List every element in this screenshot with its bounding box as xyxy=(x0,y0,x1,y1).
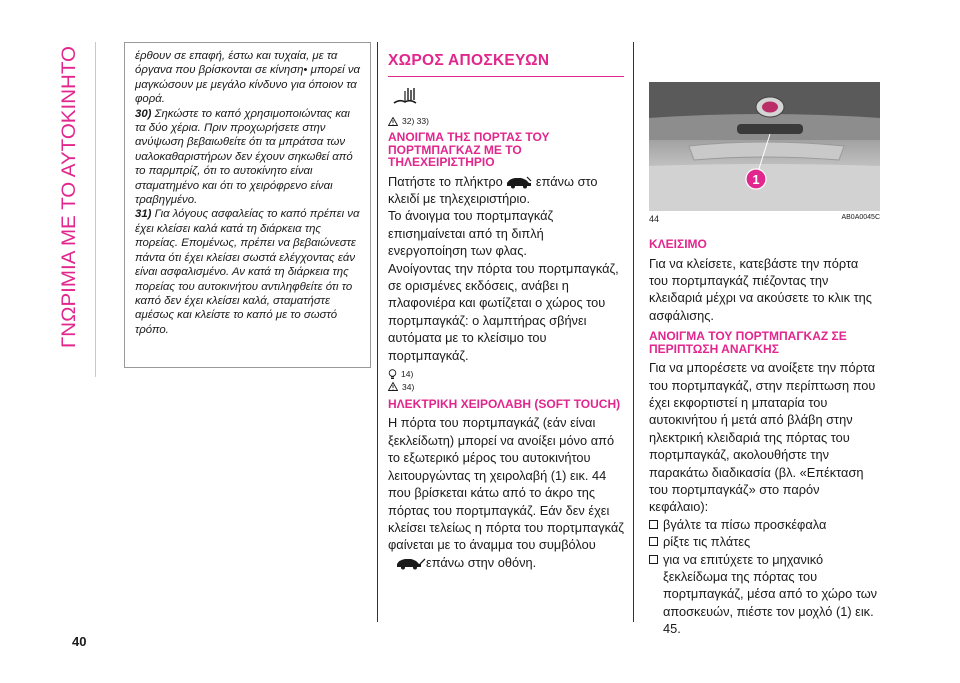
soft-touch-text-end: επάνω στην οθόνη. xyxy=(426,554,537,570)
chapter-side-title xyxy=(56,24,82,354)
bulb-icon xyxy=(388,369,397,380)
section-title-rule xyxy=(388,76,624,77)
column-divider-right xyxy=(633,42,634,622)
page-number: 40 xyxy=(72,634,87,649)
warning-item-31 xyxy=(135,207,362,337)
step-text: βγάλτε τα πίσω προσκέφαλα xyxy=(663,516,827,532)
heading-emergency-opening: ΑΝΟΙΓΜΑ ΤΟΥ ΠΟΡΤΜΠΑΓΚΑΖ ΣΕ ΠΕΡΙΠΤΩΣΗ ΑΝΑΓΚΗΣ xyxy=(649,329,847,356)
warning-ref-numbers: 32) 33) xyxy=(402,116,429,126)
car-tailgate-open-icon xyxy=(396,557,426,570)
figure-caption xyxy=(649,214,880,224)
warning-triangle-icon xyxy=(388,382,398,391)
step-item xyxy=(649,516,880,533)
step-item xyxy=(649,551,880,638)
press-button-text-a: Πατήστε το πλήκτρο xyxy=(388,173,503,189)
luggage-section xyxy=(388,52,624,571)
step-text: ρίξτε τις πλάτες xyxy=(663,534,751,550)
warning-number-31: 31) xyxy=(135,208,152,221)
step-text: για να επιτύχετε το μηχανικό ξεκλείδωμα της πόρτας του πορτμπαγκάζ, μέσα από το χώρο των αποσκευών, πιέστε τον μοχλό (1) εικ. 45. xyxy=(663,551,878,637)
paragraph-indicators-blink: Το άνοιγμα του πορτμπαγκάζ επισημαίνεται από τη διπλή ενεργοποίηση των φλας. xyxy=(388,208,554,259)
car-tailgate-icon xyxy=(506,176,532,189)
paragraph-emergency: Για να μπορέσετε να ανοίξετε την πόρτα του πορτμπαγκάζ, στην περίπτωση που έχει εκφορτιστεί η μπαταρία του αυτοκινήτου ή μετά από βλάβη στην ηλεκτρική κλειδαριά της πόρτας του πορτμπαγκάζ, ακολουθήστε την παρακάτω διαδικασία (βλ. «Επέκταση του πορτμπαγκάζ» στο παρόν κεφάλαιο): xyxy=(649,360,876,515)
heading-remote-opening: ΑΝΟΙΓΜΑ ΤΗΣ ΠΟΡΤΑΣ ΤΟΥ ΠΟΡΤΜΠΑΓΚΑΖ ΜΕ ΤΟ ΤΗΛΕΧΕΙΡΙΣΤΗΡΙΟ xyxy=(388,130,550,169)
paragraph-courtesy-light: Ανοίγοντας την πόρτα του πορτμπαγκάζ, σε ορισμένες εκδόσεις, ανάβει η πλαφονιέρα και φωτίζεται ο χώρος του πορτμπαγκάζ: ο λαμπτήρας σβήνει αυτόματα με το κλείσιμο του πορτμπαγκάζ. xyxy=(388,260,619,363)
figure-number: 44 xyxy=(649,214,660,224)
paragraph-closing: Για να κλείσετε, κατεβάστε την πόρτα του πορτμπαγκάζ πιέζοντας την κλειδαριά μέχρι να ακούσετε το κλικ της ασφάλισης. xyxy=(649,255,872,323)
heading-closing: ΚΛΕΙΣΙΜΟ xyxy=(649,237,707,251)
paragraph-press-button xyxy=(388,173,624,208)
checkbox-icon xyxy=(649,555,658,564)
warning-box xyxy=(124,42,371,368)
step-item xyxy=(649,533,880,550)
side-divider xyxy=(95,42,96,377)
warning-text-30: Σηκώστε το καπό χρησιμοποιώντας και τα δύο χέρια. Πριν προχωρήσετε στην ανύψωση βεβαιωθείτε ότι τα μπράτσα των υαλοκαθαριστήρων δεν έχουν σηκωθεί από το παρμπρίζ, ότι το αυτοκίνητο είναι σταματημένο και ότι το χειρόφρενο είναι τραβηγμένο. xyxy=(135,107,353,207)
figure-callout-1: 1 xyxy=(752,172,760,187)
open-book-icon xyxy=(392,85,624,112)
warning-item-30 xyxy=(135,107,362,208)
soft-touch-text: Η πόρτα του πορτμπαγκάζ (εάν είναι ξεκλείδωτη) μπορεί να ανοίξει μόνο από το εξωτερικό μέρος του αυτοκινήτου λειτουργώντας τη χειρολαβή (1) εικ. 44 που βρίσκεται κάτω από το άκρο της πόρτας του πορτμπαγκάζ. Εάν δεν έχει κλείσει τελείως η πόρτα του πορτμπαγκάζ φαίνεται με το άναμμα του συμβόλου xyxy=(388,415,624,553)
warning-ref-row-2 xyxy=(388,382,624,392)
checkbox-icon xyxy=(649,537,658,546)
closing-section xyxy=(649,236,880,638)
warning-ref-row-1 xyxy=(388,116,624,126)
press-button-text-b: επάνω στο κλειδί με τηλεχειριστήριο. xyxy=(388,173,598,206)
chapter-side-title-text: ΓΝΩΡΙΜΙΑ ΜΕ ΤΟ ΑΥΤΟΚΙΝΗΤΟ xyxy=(58,61,80,348)
warning-ref-number: 34) xyxy=(402,381,415,392)
warning-triangle-icon xyxy=(388,117,398,126)
warning-text-intro: έρθουν σε επαφή, έστω και τυχαία, με τα όργανα που βρίσκονται σε κίνηση• μπορεί να μαγκώσουν με μεγάλο κίνδυνο για όποιον τα φορά. xyxy=(135,50,361,106)
column-divider-left xyxy=(377,42,378,622)
warning-text-31: Για λόγους ασφαλείας το καπό πρέπει να έχει κλείσει καλά κατά τη διάρκεια της πορείας. Επομένως, πρέπει να βεβαιώνεστε πάντα ότι έχει κλείσει σωστά ελέγχοντας εάν είναι ασφαλισμένο. Αν κατά τη διάρκεια της πορείας του αυτοκινήτου αντιληφθείτε ότι το καπό δεν έχει κλείσει καλά, σταματήστε αμέσως και κλείστε το καπό με το σωστό τρόπο. xyxy=(135,208,360,336)
note-ref-number: 14) xyxy=(401,369,414,380)
heading-soft-touch: ΗΛΕΚΤΡΙΚΗ ΧΕΙΡΟΛΑΒΗ (SOFT TOUCH) xyxy=(388,396,621,411)
section-title: ΧΩΡΟΣ ΑΠΟΣΚΕΥΩΝ xyxy=(388,52,550,69)
paragraph-soft-touch xyxy=(388,414,624,571)
warning-number-30: 30) xyxy=(135,107,152,120)
note-ref-row xyxy=(388,369,624,380)
tailgate-handle-photo xyxy=(649,82,880,211)
checkbox-icon xyxy=(649,520,658,529)
figure-code: AB0A0045C xyxy=(841,214,880,221)
